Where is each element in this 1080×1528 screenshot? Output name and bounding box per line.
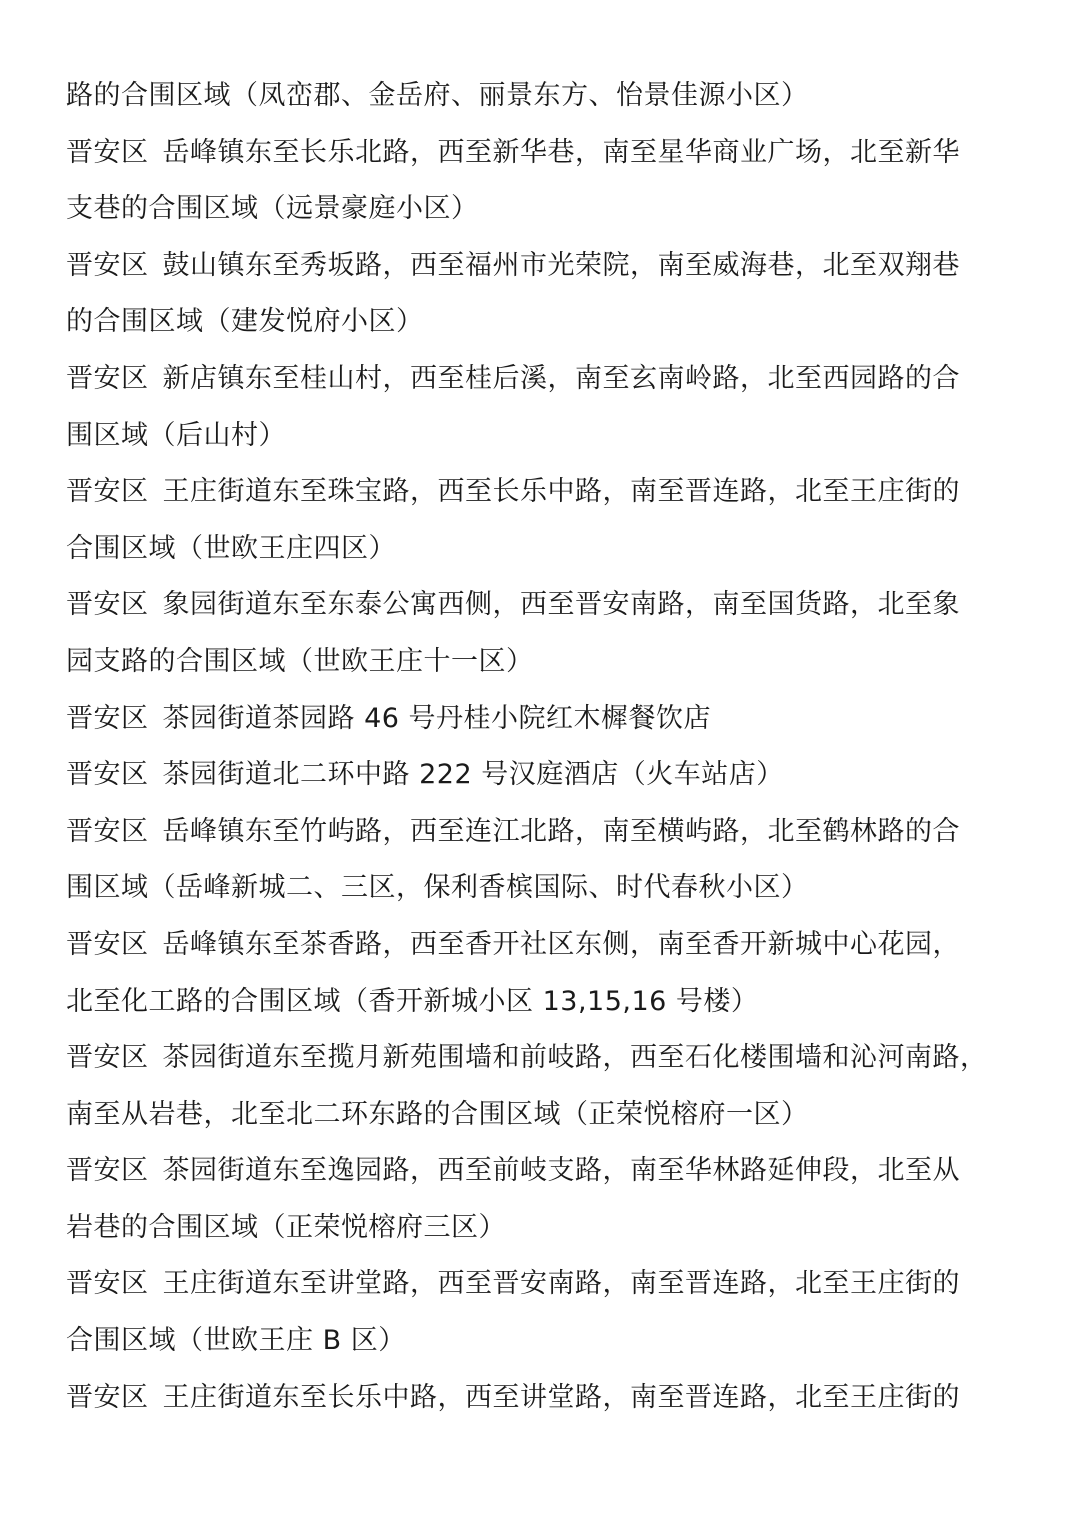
text-line <box>66 917 1026 974</box>
entry-text: 合围区域（世欧王庄 B 区） <box>66 1325 406 1357</box>
entry-text: 王庄街道东至珠宝路，西至长乐中路，南至晋连路，北至王庄街的 <box>162 476 960 508</box>
text-line <box>66 1030 1026 1087</box>
entry-text: 合围区域（世欧王庄四区） <box>66 532 396 564</box>
document-page <box>66 68 1026 1426</box>
text-line <box>66 464 1026 521</box>
text-line <box>66 1200 1026 1257</box>
entry-text: 茶园街道东至揽月新苑围墙和前岐路，西至石化楼围墙和沁河南路， <box>162 1042 988 1074</box>
district-label: 晋安区 <box>66 928 149 960</box>
text-line <box>66 1256 1026 1313</box>
entry-text: 支巷的合围区域（远景豪庭小区） <box>66 193 479 225</box>
entry-text: 北至化工路的合围区域（香开新城小区 13,15,16 号楼） <box>66 985 759 1017</box>
text-line <box>66 1313 1026 1370</box>
entry-text: 王庄街道东至长乐中路，西至讲堂路，南至晋连路，北至王庄街的 <box>162 1381 960 1413</box>
entry-text: 南至从岩巷，北至北二环东路的合围区域（正荣悦榕府一区） <box>66 1098 809 1130</box>
text-line <box>66 1370 1026 1427</box>
district-label: 晋安区 <box>66 815 149 847</box>
district-label: 晋安区 <box>66 476 149 508</box>
text-line <box>66 238 1026 295</box>
text-line <box>66 294 1026 351</box>
entry-text: 岳峰镇东至竹屿路，西至连江北路，南至横屿路，北至鹤林路的合 <box>162 815 960 847</box>
text-line <box>66 747 1026 804</box>
entry-text: 围区域（后山村） <box>66 419 286 451</box>
text-line <box>66 68 1026 125</box>
text-line <box>66 181 1026 238</box>
entry-text: 茶园街道北二环中路 222 号汉庭酒店（火车站店） <box>162 759 784 791</box>
district-label: 晋安区 <box>66 589 149 621</box>
entry-text: 围区域（岳峰新城二、三区，保利香槟国际、时代春秋小区） <box>66 872 809 904</box>
district-label: 晋安区 <box>66 1042 149 1074</box>
text-line <box>66 974 1026 1031</box>
district-label: 晋安区 <box>66 362 149 394</box>
district-label: 晋安区 <box>66 759 149 791</box>
entry-text: 路的合围区域（凤峦郡、金岳府、丽景东方、怡景佳源小区） <box>66 80 809 111</box>
text-line <box>66 408 1026 465</box>
entry-text: 岳峰镇东至长乐北路，西至新华巷，南至星华商业广场，北至新华 <box>162 136 960 168</box>
entry-text: 茶园街道茶园路 46 号丹桂小院红木樨餐饮店 <box>162 702 712 734</box>
entry-text: 岩巷的合围区域（正荣悦榕府三区） <box>66 1211 506 1243</box>
text-line <box>66 1087 1026 1144</box>
district-label: 晋安区 <box>66 136 149 168</box>
entry-text: 王庄街道东至讲堂路，西至晋安南路，南至晋连路，北至王庄街的 <box>162 1268 960 1300</box>
entry-text: 象园街道东至东泰公寓西侧，西至晋安南路，南至国货路，北至象 <box>162 589 960 621</box>
text-line <box>66 860 1026 917</box>
district-label: 晋安区 <box>66 702 149 734</box>
district-label: 晋安区 <box>66 1268 149 1300</box>
text-line <box>66 1143 1026 1200</box>
entry-text: 鼓山镇东至秀坂路，西至福州市光荣院，南至威海巷，北至双翔巷 <box>162 249 960 281</box>
entry-text: 的合围区域（建发悦府小区） <box>66 306 424 338</box>
text-line <box>66 634 1026 691</box>
district-label: 晋安区 <box>66 249 149 281</box>
district-label: 晋安区 <box>66 1381 149 1413</box>
entry-text: 新店镇东至桂山村，西至桂后溪，南至玄南岭路，北至西园路的合 <box>162 362 960 394</box>
text-line <box>66 521 1026 578</box>
entry-text: 园支路的合围区域（世欧王庄十一区） <box>66 645 534 677</box>
text-line <box>66 125 1026 182</box>
entry-text: 岳峰镇东至茶香路，西至香开社区东侧，南至香开新城中心花园， <box>162 928 960 960</box>
text-line <box>66 577 1026 634</box>
district-label: 晋安区 <box>66 1155 149 1187</box>
text-line <box>66 691 1026 748</box>
text-line <box>66 804 1026 861</box>
entry-text: 茶园街道东至逸园路，西至前岐支路，南至华林路延伸段，北至从 <box>162 1155 960 1187</box>
text-line <box>66 351 1026 408</box>
